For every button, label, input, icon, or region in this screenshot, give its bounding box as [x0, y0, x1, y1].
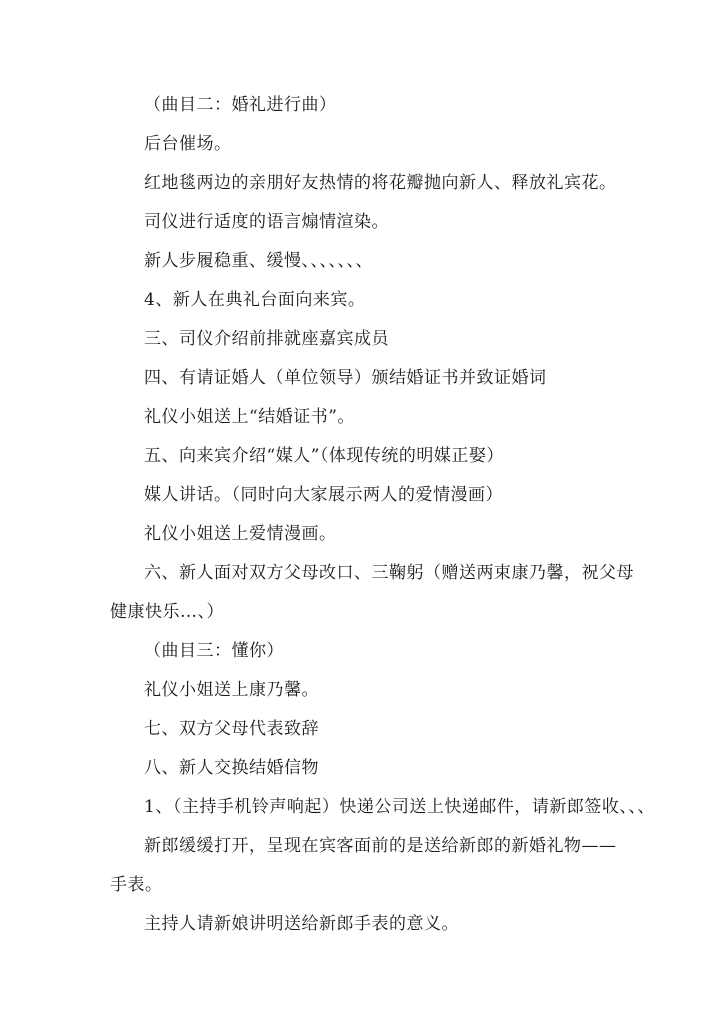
paragraph-open-gift: 新郎缓缓打开，呈现在宾客面前的是送给新郎的新婚礼物——	[144, 836, 617, 856]
section-heading-six-cont: 健康快乐…、）	[110, 602, 224, 622]
paragraph-matchmaker: 媒人讲话。（同时向大家展示两人的爱情漫画）	[144, 485, 503, 505]
paragraph-certificate: 礼仪小姐送上“结婚证书”。	[144, 407, 355, 427]
paragraph-song-two: （曲目二：婚礼进行曲）	[144, 95, 337, 115]
section-heading-three: 三、司仪介绍前排就座嘉宾成员	[144, 329, 389, 349]
paragraph-open-gift-cont: 手表。	[110, 875, 163, 895]
section-heading-four: 四、有请证婚人（单位领导）颁结婚证书并致证婚词	[144, 368, 547, 388]
section-heading-eight: 八、新人交换结婚信物	[144, 758, 319, 778]
paragraph-backstage: 后台催场。	[144, 134, 232, 154]
paragraph-red-carpet: 红地毯两边的亲朋好友热情的将花瓣抛向新人、释放礼宾花。	[144, 173, 617, 193]
paragraph-song-three: （曲目三：懂你）	[144, 641, 284, 661]
paragraph-comic: 礼仪小姐送上爱情漫画。	[144, 524, 337, 544]
paragraph-watch-meaning: 主持人请新娘讲明送给新郎手表的意义。	[144, 914, 459, 934]
paragraph-emcee-speech: 司仪进行适度的语言煽情渲染。	[144, 212, 389, 232]
section-heading-six: 六、新人面对双方父母改口、三鞠躬（赠送两束康乃馨，祝父母	[144, 563, 634, 583]
paragraph-carnations: 礼仪小姐送上康乃馨。	[144, 680, 319, 700]
paragraph-face-guests: 4、新人在典礼台面向来宾。	[144, 290, 366, 310]
section-heading-seven: 七、双方父母代表致辞	[144, 719, 319, 739]
section-heading-five: 五、向来宾介绍“媒人”（体现传统的明媒正娶）	[144, 446, 504, 466]
paragraph-courier: 1、（主持手机铃声响起）快递公司送上快递邮件，请新郎签收、、、	[144, 797, 655, 817]
paragraph-steady-steps: 新人步履稳重、缓慢、、、、、、、	[144, 251, 373, 271]
